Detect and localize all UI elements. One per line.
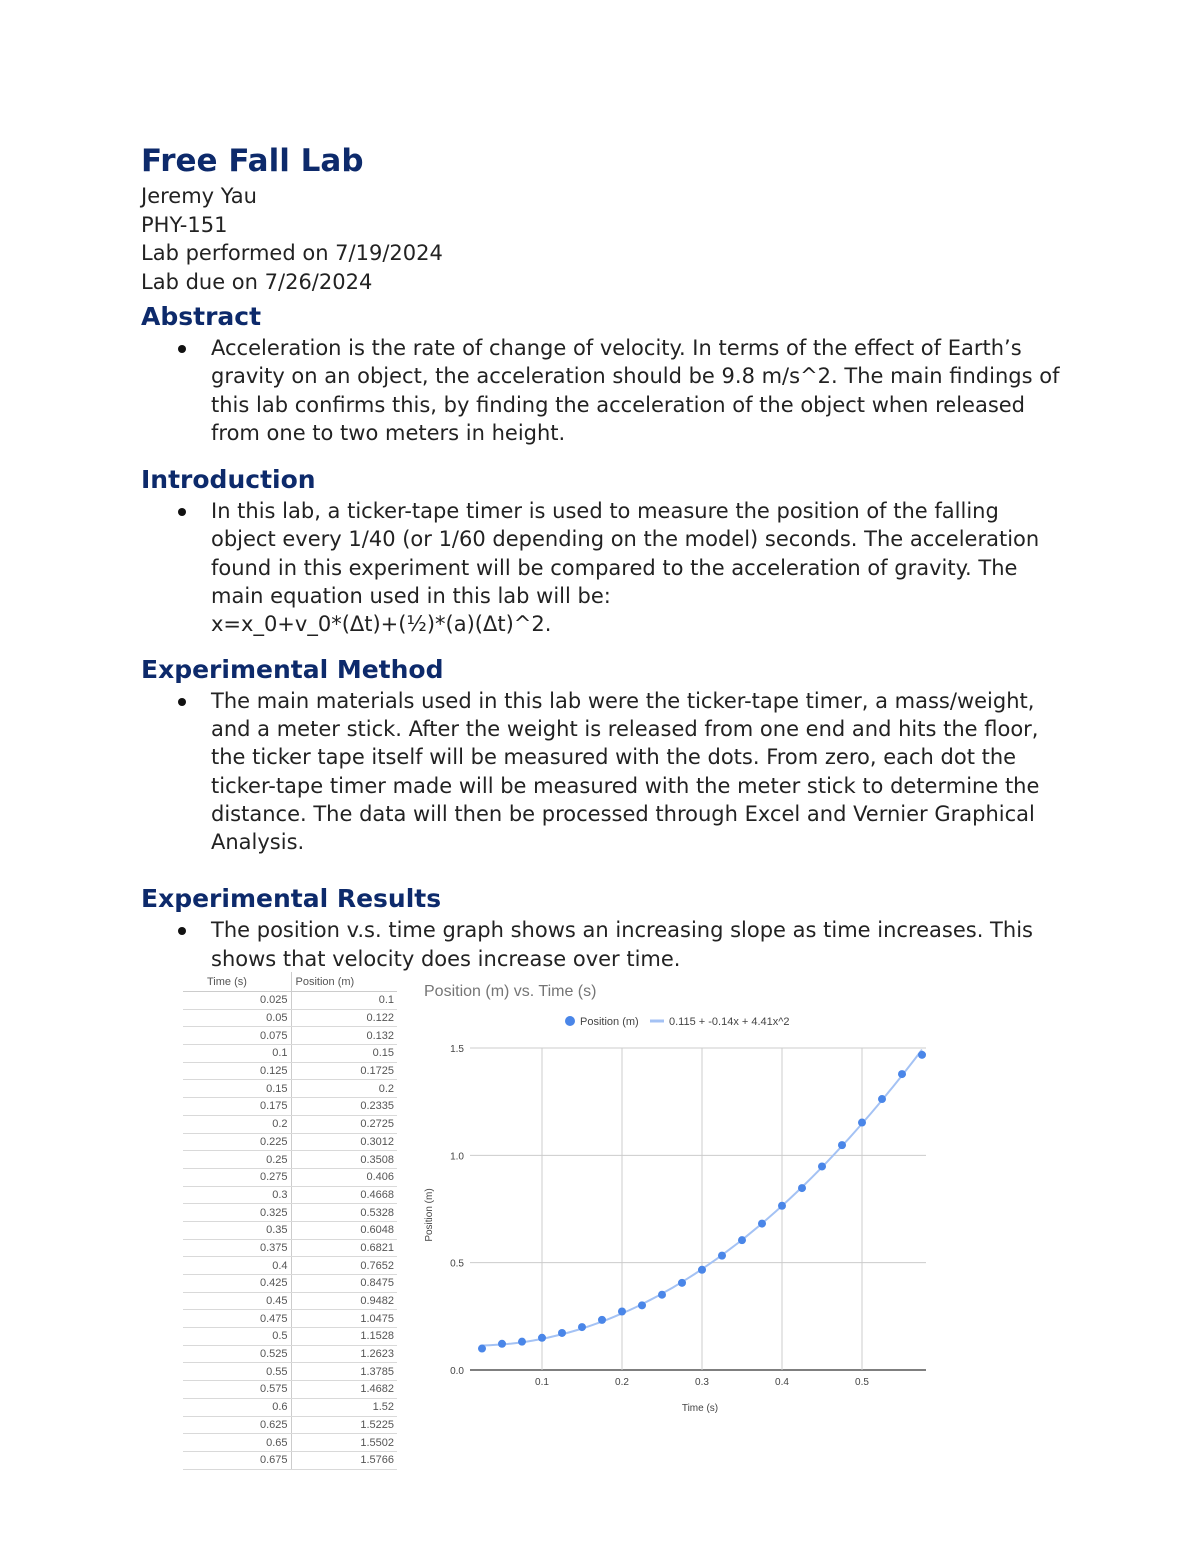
data-point [538,1334,546,1342]
table-row [183,1363,397,1381]
table-cell-time: 0.625 [183,1416,291,1434]
table-row [183,1328,397,1346]
table-cell-time: 0.425 [183,1275,291,1293]
x-tick-label: 0.2 [615,1377,629,1388]
y-tick-label: 1.0 [450,1151,464,1163]
abstract-text: Acceleration is the rate of change of velocity. In terms of the effect of Earth’s gravity on an object, the acceleration should be 9.8 m/s^2. The main findings of this lab confirms this, by finding the acceleration of the object when released from one to two meters in height. [141,334,1061,447]
table-row [183,1133,397,1151]
table-cell-time: 0.5 [183,1328,291,1346]
table-cell-position: 0.5328 [291,1204,397,1222]
author: Jeremy Yau [141,184,257,208]
results-text: The position v.s. time graph shows an increasing slope as time increases. This shows that velocity does increase over time. [141,916,1061,973]
table-row [183,1009,397,1027]
data-point [558,1329,566,1337]
x-axis-ticks [535,1377,869,1388]
table-row [183,1416,397,1434]
table-row [183,1045,397,1063]
table-row [183,1204,397,1222]
table-cell-position: 0.3012 [291,1133,397,1151]
table-cell-time: 0.6 [183,1398,291,1416]
table-body [183,992,397,1470]
document-title: Free Fall Lab [141,143,364,179]
method-text: The main materials used in this lab were the ticker-tape timer, a mass/weight, and a meter stick. After the weight is released from one end and hits the floor, the ticker tape itself will be measured with the dots. From zero, each dot the ticker-tape timer made will be measured with the meter stick to determine the distance. The data will then be processed through Excel and Vernier Graphical Analysis. [141,687,1061,857]
data-point [498,1340,506,1348]
table-cell-time: 0.15 [183,1080,291,1098]
table-header-row [183,972,397,992]
data-point [738,1236,746,1244]
table-cell-position: 1.1528 [291,1328,397,1346]
table-cell-time: 0.1 [183,1045,291,1063]
legend-marker-position [565,1016,575,1026]
table-cell-time: 0.375 [183,1239,291,1257]
performed-date: Lab performed on 7/19/2024 [141,241,443,265]
table-cell-time: 0.45 [183,1292,291,1310]
table-cell-time: 0.25 [183,1151,291,1169]
table-cell-time: 0.55 [183,1363,291,1381]
table-cell-position: 0.9482 [291,1292,397,1310]
data-point [718,1252,726,1260]
abstract-heading: Abstract [141,302,262,331]
table-row [183,1257,397,1275]
data-point [798,1184,806,1192]
table-cell-position: 0.7652 [291,1257,397,1275]
method-list [141,687,1061,857]
table-cell-time: 0.025 [183,992,291,1010]
table-cell-position: 1.52 [291,1398,397,1416]
abstract-list [141,334,1061,447]
data-point [578,1323,586,1331]
table-cell-time: 0.475 [183,1310,291,1328]
x-tick-label: 0.4 [775,1377,789,1388]
table-cell-time: 0.65 [183,1434,291,1452]
table-row [183,1186,397,1204]
data-point [818,1162,826,1170]
introduction-text: In this lab, a ticker-tape timer is used to measure the position of the falling object every 1/40 (or 1/60 depending on the model) seconds. The acceleration found in this experiment will be compared to the acceleration of gravity. The main equation used in this lab will be: [211,499,1040,609]
table-cell-time: 0.325 [183,1204,291,1222]
table-cell-position: 0.4668 [291,1186,397,1204]
table-cell-time: 0.575 [183,1381,291,1399]
x-tick-label: 0.1 [535,1377,549,1388]
position-time-chart [410,970,940,1420]
table-row [183,1398,397,1416]
table-cell-position: 0.122 [291,1009,397,1027]
data-point [518,1338,526,1346]
method-heading: Experimental Method [141,654,444,684]
data-point [658,1291,666,1299]
data-point [778,1202,786,1210]
table-cell-position: 1.5502 [291,1434,397,1452]
chart-legend [565,1016,790,1028]
table-row [183,1451,397,1469]
data-point [878,1095,886,1103]
table-row [183,1151,397,1169]
legend-label-position: Position (m) [580,1016,639,1028]
table-cell-time: 0.05 [183,1009,291,1027]
data-table [183,972,397,1470]
table-cell-position: 0.132 [291,1027,397,1045]
table-cell-position: 0.6048 [291,1221,397,1239]
table-cell-position: 0.2 [291,1080,397,1098]
table-cell-position: 0.15 [291,1045,397,1063]
data-point [858,1119,866,1127]
table-cell-time: 0.4 [183,1257,291,1275]
data-point [898,1070,906,1078]
table-row [183,1080,397,1098]
table-cell-position: 0.3508 [291,1151,397,1169]
table-row [183,1292,397,1310]
table-header-time: Time (s) [183,972,291,992]
results-list [141,916,1061,973]
table-cell-position: 1.0475 [291,1310,397,1328]
table-cell-position: 0.6821 [291,1239,397,1257]
data-point [638,1301,646,1309]
introduction-heading: Introduction [141,465,316,495]
table-row [183,1115,397,1133]
chart-grid [470,1048,926,1370]
introduction-list [141,497,1061,638]
table-row [183,992,397,1010]
table-row [183,1381,397,1399]
table-cell-position: 1.5766 [291,1451,397,1469]
y-tick-label: 0.5 [450,1258,464,1270]
legend-label-trendline: 0.115 + -0.14x + 4.41x^2 [669,1016,790,1028]
table-row [183,1027,397,1045]
y-axis-label: Position (m) [424,1188,435,1242]
table-cell-time: 0.35 [183,1221,291,1239]
x-tick-label: 0.5 [855,1377,869,1388]
table-cell-position: 1.5225 [291,1416,397,1434]
table-row [183,1062,397,1080]
data-point [618,1308,626,1316]
results-heading: Experimental Results [141,884,442,914]
x-tick-label: 0.3 [695,1377,709,1388]
table-cell-position: 1.3785 [291,1363,397,1381]
data-point [918,1051,926,1059]
x-axis-label: Time (s) [681,1403,719,1414]
course: PHY-151 [141,212,228,237]
table-header-position: Position (m) [291,972,397,992]
introduction-item [141,497,1061,638]
table-cell-position: 0.2725 [291,1115,397,1133]
y-tick-label: 1.5 [450,1044,464,1055]
data-point [698,1266,706,1274]
table-row [183,1434,397,1452]
table-cell-position: 1.2623 [291,1345,397,1363]
table-row [183,1221,397,1239]
table-row [183,1345,397,1363]
document [141,140,1061,973]
table-cell-time: 0.525 [183,1345,291,1363]
table-row [183,1310,397,1328]
table-cell-time: 0.075 [183,1027,291,1045]
table-cell-time: 0.275 [183,1168,291,1186]
y-tick-label: 0.0 [450,1366,464,1377]
due-date: Lab due on 7/26/2024 [141,269,373,294]
table-row [183,1239,397,1257]
data-point [478,1345,486,1353]
data-point [758,1220,766,1228]
table-cell-position: 1.4682 [291,1381,397,1399]
table-cell-position: 0.1725 [291,1062,397,1080]
data-point [678,1279,686,1287]
table-cell-time: 0.125 [183,1062,291,1080]
data-point [838,1141,846,1149]
table-row [183,1098,397,1116]
chart-title: Position (m) vs. Time (s) [424,983,597,1000]
table-row [183,1168,397,1186]
table-cell-position: 0.2335 [291,1098,397,1116]
table-cell-position: 0.8475 [291,1275,397,1293]
y-axis-ticks [450,1044,464,1377]
introduction-equation: x=x_0+v_0*(Δt)+(½)*(a)(Δt)^2. [211,612,552,637]
table-cell-time: 0.225 [183,1133,291,1151]
table-cell-time: 0.675 [183,1451,291,1469]
table-cell-time: 0.3 [183,1186,291,1204]
data-point [598,1316,606,1324]
table-row [183,1275,397,1293]
table-cell-position: 0.406 [291,1168,397,1186]
table-cell-time: 0.175 [183,1098,291,1116]
table-cell-position: 0.1 [291,992,397,1010]
table-cell-time: 0.2 [183,1115,291,1133]
